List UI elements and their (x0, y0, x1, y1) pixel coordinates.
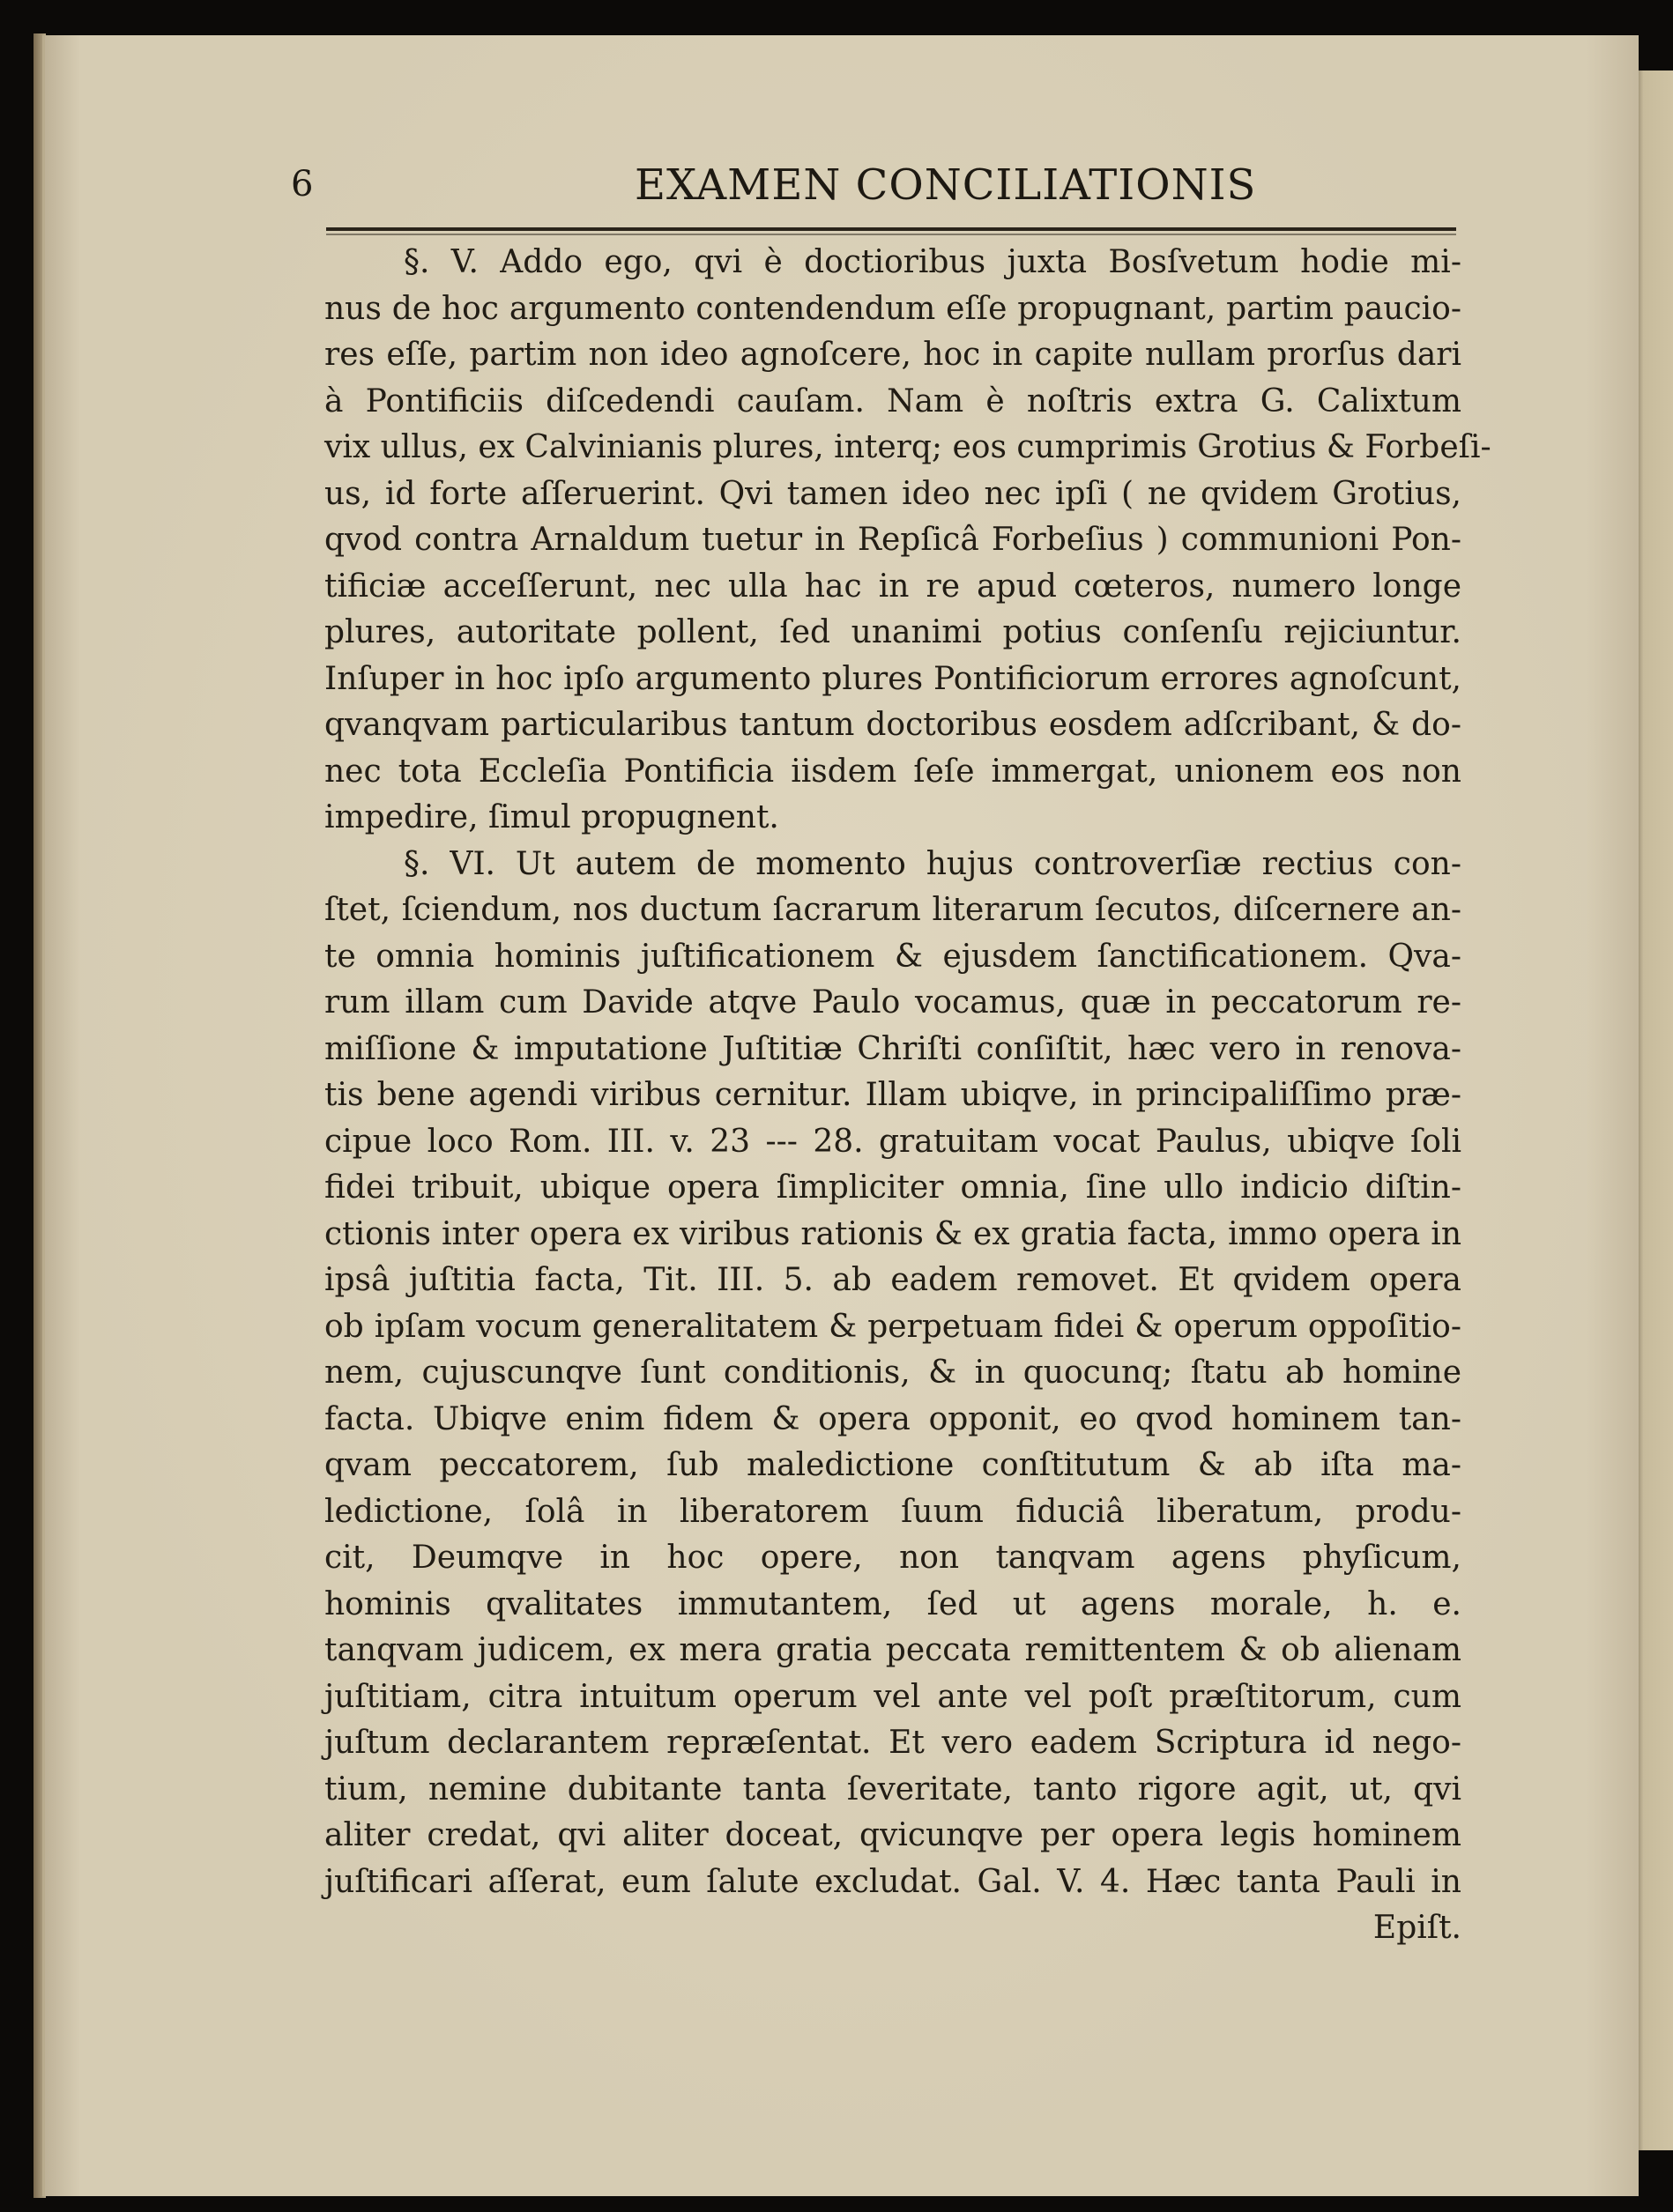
text-line: qvanqvam particularibus tantum doctoribus eosdem adſcribant, & do- (324, 707, 1461, 743)
text-line: §. V. Addo ego, qvi è doctioribus juxta Bosſvetum hodie mi- (404, 244, 1461, 280)
text-line: juſtitiam, citra intuitum operum vel ante vel poſt præſtitorum, cum (324, 1678, 1461, 1715)
text-line: tis bene agendi viribus cernitur. Illam ubiqve, in principaliſſimo præ- (324, 1077, 1461, 1113)
text-line: tium, nemine dubitante tanta ſeveritate, tanto rigore agit, ut, qvi (324, 1770, 1461, 1807)
text-line: qvod contra Arnaldum tuetur in Repſicâ Forbeſius ) communioni Pon- (324, 522, 1461, 558)
text-line: qvam peccatorem, ſub maledictione conſtitutum & ab iſta ma- (324, 1447, 1461, 1483)
text-line: cipue loco Rom. III. v. 23 --- 28. gratuitam vocat Paulus, ubiqve ſoli (324, 1123, 1461, 1160)
text-line: res eſſe, partim non ideo agnoſcere, hoc in capite nullam prorſus dari (324, 337, 1461, 373)
text-line: tanqvam judicem, ex mera gratia peccata remittentem & ob alienam (324, 1632, 1461, 1668)
catchword: Epiſt. (1372, 1910, 1461, 1946)
text-line: te omnia hominis juſtificationem & ejusdem ſanctificationem. Qva- (324, 938, 1461, 975)
header-rule-thin (326, 234, 1456, 235)
text-line: miſſione & imputatione Juſtitiæ Chriſti conſiſtit, hæc vero in renova- (324, 1030, 1461, 1067)
text-line: facta. Ubiqve enim fidem & opera opponit, eo qvod hominem tan- (324, 1400, 1461, 1437)
text-line: tificiæ acceſſerunt, nec ulla hac in re apud cœteros, numero longe (324, 568, 1461, 605)
text-line: à Pontificiis diſcedendi cauſam. Nam è noſtris extra G. Calixtum (324, 382, 1461, 419)
text-line: cit, Deumqve in hoc opere, non tanqvam agens phyſicum, (324, 1540, 1461, 1576)
text-line: juſtificari aſſerat, eum ſalute excludat. Gal. V. 4. Hæc tanta Pauli in (324, 1863, 1461, 1900)
text-line: hominis qvalitates immutantem, ſed ut agens morale, h. e. (324, 1585, 1461, 1622)
page-header (291, 160, 1461, 222)
text-line: ipsâ juſtitia facta, Tit. III. 5. ab eadem removet. Et qvidem opera (324, 1262, 1461, 1298)
text-line: ob ipſam vocum generalitatem & perpetuam fidei & operum oppoſitio- (324, 1308, 1461, 1345)
text-line: vix ullus, ex Calvinianis plures, interq; eos cumprimis Grotius & Forbeſi- (324, 429, 1491, 465)
text-line: nus de hoc argumento contendendum eſſe propugnant, partim paucio- (324, 290, 1461, 327)
text-line: §. VI. Ut autem de momento hujus controverſiæ rectius con- (404, 845, 1461, 882)
text-line: fidei tribuit, ubique opera ſimpliciter omnia, ſine ullo indicio diſtin- (324, 1169, 1461, 1206)
text-line: ctionis inter opera ex viribus rationis & ex gratia facta, immo opera in (324, 1215, 1461, 1252)
text-line: rum illam cum Davide atqve Paulo vocamus, quæ in peccatorum re- (324, 984, 1461, 1021)
text-line: juſtum declarantem repræſentat. Et vero eadem Scriptura id nego- (324, 1725, 1461, 1761)
text-line: nec tota Eccleſia Pontificia iisdem ſeſe immergat, unionem eos non (324, 753, 1461, 790)
text-line: nem, cujuscunqve ſunt conditionis, & in quocunq; ſtatu ab homine (324, 1355, 1461, 1391)
header-rule (326, 227, 1456, 231)
running-title: EXAMEN CONCILIATIONIS (635, 160, 1257, 210)
body-text (324, 240, 1491, 1952)
text-line: Inſuper in hoc ipſo argumento plures Pontificiorum errores agnoſcunt, (324, 660, 1461, 697)
text-line: ledictione, ſolâ in liberatorem ſuum fiduciâ liberatum, produ- (324, 1493, 1461, 1530)
text-line: impedire, ſimul propugnent. (324, 799, 779, 835)
text-line: aliter credat, qvi aliter doceat, qvicunqve per opera legis hominem (324, 1817, 1461, 1853)
text-line: plures, autoritate pollent, ſed unanimi potius conſenſu rejiciuntur. (324, 614, 1461, 650)
page-number: 6 (291, 164, 314, 204)
text-line: us, id forte aſſeruerint. Qvi tamen ideo nec ipſi ( ne qvidem Grotius, (324, 475, 1461, 512)
text-line: ſtet, ſciendum, nos ductum ſacrarum literarum ſecutos, diſcernere an- (324, 892, 1461, 928)
